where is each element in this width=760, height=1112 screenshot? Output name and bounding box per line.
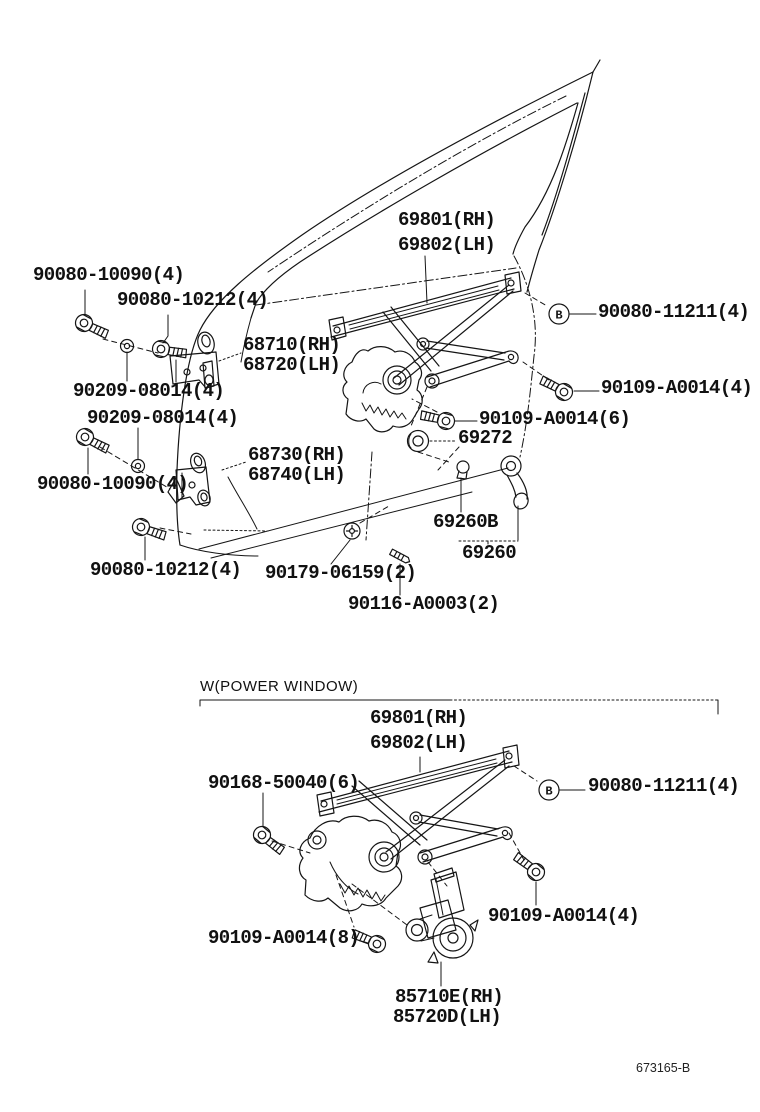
- bolt-icon: [419, 406, 457, 431]
- part-label-90109-a0014-6: 90109-A0014(6): [479, 408, 631, 430]
- washer-icon: [132, 460, 145, 473]
- part-label-69801: 69801(RH): [398, 209, 496, 231]
- power-window-header: W(POWER WINDOW): [200, 678, 359, 695]
- part-label-69802: 69802(LH): [398, 234, 496, 256]
- part-label-69260b: 69260B: [433, 511, 498, 533]
- part-label-68720: 68720(LH): [243, 354, 341, 376]
- part-label-90116-a0003: 90116-A0003(2): [348, 593, 500, 615]
- escutcheon-69260b: [457, 461, 469, 479]
- callout-b-top: [549, 304, 569, 324]
- part-label-90109-a0014-8: 90109-A0014(8): [208, 927, 360, 949]
- bolt-icon: [151, 339, 188, 363]
- lift-bracket-top: [343, 347, 422, 432]
- part-label-90179-06159: 90179-06159(2): [265, 562, 417, 584]
- part-label-69272: 69272: [458, 427, 513, 449]
- part-label-85720d: 85720D(LH): [393, 1006, 502, 1028]
- power-window-motor: [406, 868, 478, 963]
- part-label-90080-11211: 90080-11211(4): [598, 301, 750, 323]
- part-label-90080-10212-a: 90080-10212(4): [117, 289, 269, 311]
- lift-bracket-bottom: [299, 816, 401, 911]
- bolt-icon: [250, 823, 287, 858]
- bolt-icon: [73, 312, 111, 343]
- regulator-handle-69260: [501, 456, 530, 511]
- window-regulator-top: [329, 272, 521, 388]
- bolt-icon: [511, 849, 548, 884]
- part-label-69801-pw: 69801(RH): [370, 707, 468, 729]
- callout-letter: B: [545, 784, 553, 799]
- part-label-68710: 68710(RH): [243, 334, 341, 356]
- bolt-icon: [73, 425, 111, 457]
- part-label-68730: 68730(RH): [248, 444, 346, 466]
- grommet-icon: [408, 431, 429, 452]
- part-label-90168-50040: 90168-50040(6): [208, 772, 360, 794]
- part-label-69260: 69260: [462, 542, 517, 564]
- part-label-90109-a0014-4: 90109-A0014(4): [601, 377, 753, 399]
- diagram-code: 673165-B: [636, 1061, 691, 1075]
- part-label-90080-10090-b: 90080-10090(4): [37, 473, 189, 495]
- part-label-90080-11211-pw: 90080-11211(4): [588, 775, 740, 797]
- part-label-90209-08014-b: 90209-08014(4): [87, 407, 239, 429]
- part-label-90080-10212-b: 90080-10212(4): [90, 559, 242, 581]
- callout-letter: B: [555, 308, 563, 323]
- callout-b-bottom: [539, 780, 559, 800]
- bolt-icon: [537, 372, 575, 404]
- part-label-90209-08014-a: 90209-08014(4): [73, 380, 225, 402]
- part-label-90109-a0014-4b: 90109-A0014(4): [488, 905, 640, 927]
- part-label-85710e: 85710E(RH): [395, 986, 504, 1008]
- window-regulator-bottom: [317, 745, 519, 864]
- part-label-69802-pw: 69802(LH): [370, 732, 468, 754]
- screw-icon: [344, 523, 360, 539]
- part-label-90080-10090-a: 90080-10090(4): [33, 264, 185, 286]
- part-label-68740: 68740(LH): [248, 464, 346, 486]
- bolt-icon: [130, 516, 168, 545]
